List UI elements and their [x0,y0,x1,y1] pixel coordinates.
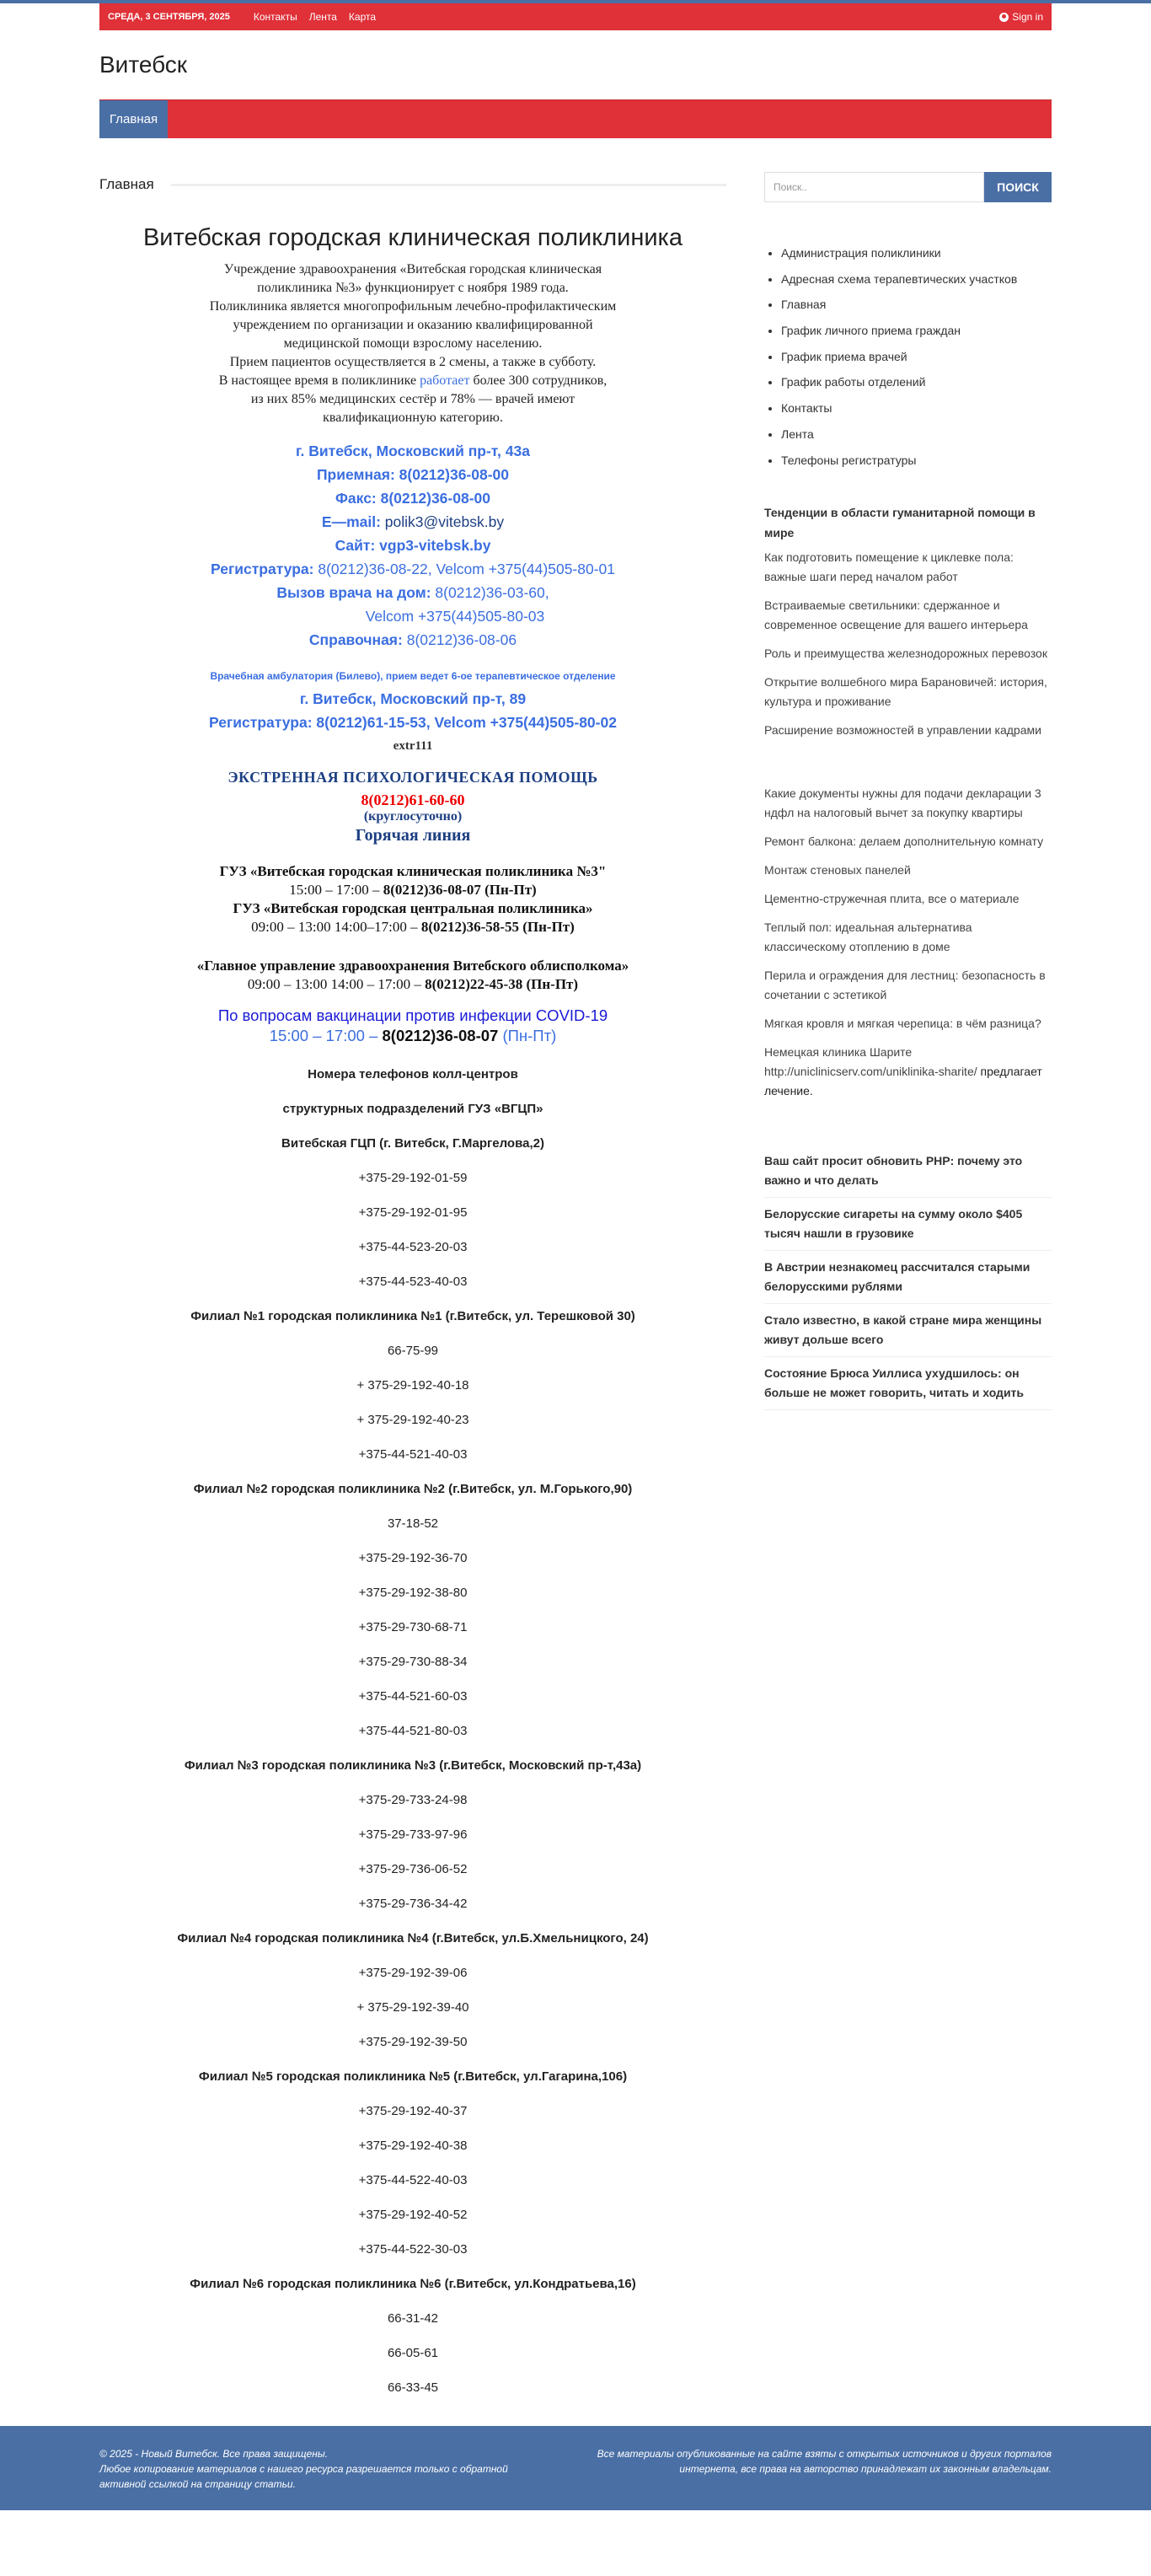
call-center-phone: +375-44-522-40-03 [358,2173,468,2187]
news-link[interactable]: Состояние Брюса Уиллиса ухудшилось: он больше не может говорить, читать и ходить [764,1364,1052,1410]
call-center-phone: +375-44-522-30-03 [358,2242,468,2257]
emergency-note: (круглосуточно) [363,809,463,824]
call-center-heading: Филиал №4 городская поликлиника №4 (г.Витебск, ул.Б.Хмельницкого, 24) [177,1931,649,1945]
covid-title: По вопросам вакцинации против инфекции COVID-19 [217,1006,608,1024]
call-center-phone: +375-29-192-39-06 [358,1966,468,1980]
breadcrumb [99,172,726,197]
search-form [764,172,1052,202]
call-center-phone: +375-29-733-24-98 [358,1793,468,1807]
call-center-phone: 66-31-42 [387,2311,439,2326]
call-center-phone: +375-29-736-06-52 [358,1862,468,1876]
home-call-label: Вызов врача на дом: [276,584,431,601]
staff-text-a: В настоящее время в поликлинике [218,373,420,388]
ambulatory-note: Врачебная амбулатория (Билево), прием ведет 6-ое терапевтическое отделение [210,670,616,682]
top-menu [254,11,376,23]
page-link[interactable]: • Контакты [781,400,1052,416]
call-center-heading: структурных подразделений ГУЗ «ВГЦП» [282,1102,543,1116]
sidebar-link[interactable]: Цементно-стружечная плита, все о материале [764,891,1020,905]
call-center-phone: +375-29-192-36-70 [358,1551,468,1565]
intro-line: медицинской помощи взрослому населению. [283,336,543,351]
news-link[interactable]: Стало известно, в какой стране мира женщины живут дольше всего [764,1311,1052,1357]
ambulatory-registry: Регистратура: 8(0212)61-15-53, Velcom +375(44)505-80-02 [209,714,617,731]
emergency-title: ЭКСТРЕННАЯ ПСИХОЛОГИЧЕСКАЯ ПОМОЩЬ [228,769,598,786]
call-center-heading: Номера телефонов колл-центров [308,1067,518,1081]
ambulatory-contacts [99,687,726,734]
sidebar-link[interactable]: Открытие волшебного мира Барановичей: история, культура и проживание [764,674,1047,708]
hotline-block-1 [99,862,726,936]
breadcrumb-divider [171,184,726,186]
call-center-phone: +375-29-192-01-59 [358,1171,468,1185]
covid-block [99,1006,726,1046]
page-link[interactable]: • Главная [781,296,1052,313]
contacts-block [99,439,726,652]
nav-home[interactable]: Главная [99,100,168,138]
guz2-time: 09:00 – 13:00 14:00–17:00 – [251,919,421,935]
info-phone: 8(0212)36-08-06 [402,631,517,648]
ambulatory-address: г. Витебск, Московский пр-т, 89 [299,690,527,707]
site-title[interactable]: Витебск [99,51,188,78]
call-center-phone: + 375-29-192-40-18 [356,1378,469,1393]
sidebar-link[interactable]: Мягкая кровля и мягкая черепица: в чём разница? [764,1016,1041,1030]
call-center-phone: +375-29-192-40-37 [358,2104,468,2118]
call-center-phone: + 375-29-192-40-23 [356,1413,469,1427]
breadcrumb-label: Главная [99,176,154,192]
call-center-phone: +375-29-730-88-34 [358,1655,468,1669]
email-link[interactable]: polik3@vitebsk.by [380,513,505,530]
sidebar-link[interactable]: Теплый пол: идеальная альтернатива классическому отоплению в доме [764,920,972,953]
top-menu-map[interactable]: Карта [348,11,377,23]
reception-phone: Приемная: 8(0212)36-08-00 [316,466,510,483]
page-link[interactable]: • График работы отделений [781,373,1052,390]
guz1-title: ГУЗ «Витебская городская клиническая поликлиника №3" [219,863,607,879]
intro-line: из них 85% медицинских сестёр и 78% — врачей имеют [250,392,576,406]
address: г. Витебск, Московский пр-т, 43а [296,443,530,459]
intro-text [202,260,624,427]
intro-line: учреждением по организации и оказанию квалифицированной [233,318,593,332]
intro-line: Прием пациентов осуществляется в 2 смены, а также в субботу. [229,355,597,369]
content-layout [99,172,1052,2414]
clinic-ad[interactable] [764,1043,1052,1101]
call-center-phone: 66-33-45 [387,2380,439,2395]
page-link[interactable]: • График приема врачей [781,348,1052,365]
sidebar-block-title[interactable]: Тенденции в области гуманитарной помощи в мире [764,505,1036,539]
page-link[interactable]: • График личного приема граждан [781,322,1052,339]
call-center-heading: Филиал №6 городская поликлиника №6 (г.Витебск, ул.Кондратьева,16) [190,2277,636,2291]
covid-phone: 8(0212)36-08-07 [382,1027,499,1044]
article [99,224,726,2396]
news-link[interactable]: Ваш сайт просит обновить PHP: почему это важно и что делать [764,1151,1052,1198]
sidebar-link[interactable]: Как подготовить помещение к циклевке пола: важные шаги перед началом работ [764,550,1014,583]
sidebar-link[interactable]: Встраиваемые светильники: сдержанное и современное освещение для вашего интерьера [764,598,1028,631]
sidebar-link[interactable]: Роль и преимущества железнодорожных перевозок [764,646,1047,660]
call-center-phone: +375-29-736-34-42 [358,1897,468,1911]
call-center-phone: +375-44-521-40-03 [358,1447,468,1462]
intro-line: Учреждение здравоохранения «Витебская городская клиническая [223,262,602,276]
page-container [99,3,1052,2414]
current-date: СРЕДА, 3 СЕНТЯБРЯ, 2025 [108,12,230,22]
call-center-heading: Филиал №5 городская поликлиника №5 (г.Витебск, ул.Гагарина,106) [198,2069,628,2084]
top-menu-feed[interactable]: Лента [308,11,337,23]
search-input[interactable]: Поиск.. [764,172,984,202]
call-center-phone: + 375-29-192-39-40 [356,2000,469,2015]
call-center-phone: 37-18-52 [387,1516,439,1531]
page-link[interactable]: • Адресная схема терапевтических участков [781,271,1052,287]
page-link[interactable]: • Телефоны регистратуры [781,452,1052,469]
call-center-heading: Филиал №1 городская поликлиника №1 (г.Витебск, ул. Терешковой 30) [190,1309,635,1323]
call-center-phone: +375-29-192-01-95 [358,1205,468,1220]
guz2-phone: 8(0212)36-58-55 (Пн-Пт) [420,919,575,935]
staff-link[interactable]: работает [420,373,470,388]
broken-image: extr111 [393,739,433,753]
call-center-heading: Филиал №3 городская поликлиника №3 (г.Витебск, Московский пр-т,43а) [184,1758,642,1773]
sidebar-link[interactable]: Монтаж стеновых панелей [764,862,911,877]
call-center-phone: +375-44-521-60-03 [358,1689,468,1704]
call-center-phone: +375-29-192-40-38 [358,2139,468,2153]
news-link[interactable]: В Австрии незнакомец рассчитался старыми белорусскими рублями [764,1258,1052,1304]
call-center-phone: +375-29-730-68-71 [358,1620,468,1634]
sidebar-news [764,1151,1052,1410]
sidebar-links-2 [764,784,1052,1101]
call-center-list [99,1066,726,2396]
sidebar [764,172,1052,2414]
user-icon [999,13,1009,22]
sidebar-link[interactable]: Какие документы нужны для подачи декларации 3 ндфл на налоговый вычет за покупку квартиры [764,786,1041,819]
guz2-title: ГУЗ «Витебская городская центральная поликлиника» [233,900,593,916]
email-label: E—mail: [321,513,381,530]
footer-disclaimer: Все материалы опубликованные на сайте взяты с открытых источников и других порталов интернета, все права на авторство принадлежат их законным владельцам. [597,2448,1052,2475]
guz3-phone: 8(0212)22-45-38 (Пн-Пт) [425,976,579,992]
call-center-heading: Витебская ГЦП (г. Витебск, Г.Маргелова,2) [281,1136,544,1151]
call-center-phone: +375-44-523-40-03 [358,1275,468,1289]
info-label: Справочная: [308,631,403,648]
staff-text-b: более 300 сотрудников, [469,373,608,388]
main-nav [99,99,1052,138]
sign-in-link[interactable] [999,11,1043,23]
sidebar-link[interactable]: Ремонт балкона: делаем дополнительную комнату [764,834,1044,848]
call-center-phone: +375-44-523-20-03 [358,1240,468,1254]
main-column [99,172,726,2414]
call-center-heading: Филиал №2 городская поликлиника №2 (г.Витебск, ул. М.Горького,90) [193,1482,633,1496]
pages-list [764,244,1052,469]
home-call-phone: 8(0212)36-03-60, [431,584,549,601]
copy-notice: Любое копирование материалов с нашего ресурса разрешается только с обратной активной ссылкой на страницу статьи. [99,2463,508,2490]
call-center-phone: 66-75-99 [387,1344,439,1358]
search-button[interactable]: ПОИСК [984,172,1052,202]
sidebar-link[interactable]: Перила и ограждения для лестниц: безопасность в сочетании с эстетикой [764,968,1046,1001]
covid-time: 15:00 – 17:00 – [269,1027,383,1044]
intro-line: Поликлиника является многопрофильным лечебно-профилактическим [209,299,617,314]
guz3-title: «Главное управление здравоохранения Витебского облисполкома» [196,958,629,974]
intro-line: поликлиника №3» функционирует с ноября 1989 года. [257,281,569,295]
call-center-phone: +375-29-192-39-50 [358,2035,468,2049]
sign-in-label: Sign in [1012,11,1043,23]
news-link[interactable]: Белорусские сигареты на сумму около $405 тысяч нашли в грузовике [764,1205,1052,1251]
emergency-phone: 8(0212)61-60-60 [361,792,465,808]
sidebar-links-1 [764,548,1052,740]
registry-label: Регистратура: [210,561,314,577]
guz1-phone: 8(0212)36-08-07 (Пн-Пт) [383,882,537,898]
hotline-title: Горячая линия [355,826,471,845]
staff-line [202,372,624,390]
fax: Факс: 8(0212)36-08-00 [335,490,490,507]
website[interactable]: Сайт: vgp3-vitebsk.by [335,537,491,554]
call-center-phone: +375-29-192-40-52 [358,2208,468,2222]
call-center-phone: +375-44-521-80-03 [358,1724,468,1738]
top-bar [99,3,1052,30]
call-center-phone: 66-05-61 [387,2346,439,2360]
page-link[interactable]: • Администрация поликлиники [781,244,1052,261]
sidebar-link[interactable]: Расширение возможностей в управлении кадрами [764,722,1041,737]
guz1-time: 15:00 – 17:00 – [289,882,383,898]
copyright: © 2025 - Новый Витебск. Все права защищены. [99,2448,329,2460]
clinic-ad-text: предлагает лечение. [764,1064,1042,1097]
guz3-time: 09:00 – 13:00 14:00 – 17:00 – [247,976,426,992]
footer [0,2426,1151,2510]
clinic-ad-link[interactable]: Немецкая клиника Шарите http://uniclinicserv.com/uniklinika-sharite/ [764,1044,977,1078]
page-link[interactable]: • Лента [781,426,1052,443]
top-menu-contacts[interactable]: Контакты [253,11,297,23]
hotline-block-2 [99,957,726,994]
call-center-phone: +375-29-192-38-80 [358,1586,468,1600]
intro-line: квалификационную категорию. [323,411,503,425]
covid-days: (Пн-Пт) [498,1027,557,1044]
home-call-phone-2: Velcom +375(44)505-80-03 [365,608,545,625]
registry-phones: 8(0212)36-08-22, Velcom +375(44)505-80-01 [313,561,616,577]
page-title: Витебская городская клиническая поликлиника [142,224,683,251]
footer-left [99,2446,538,2492]
call-center-phone: +375-29-733-97-96 [358,1827,468,1842]
